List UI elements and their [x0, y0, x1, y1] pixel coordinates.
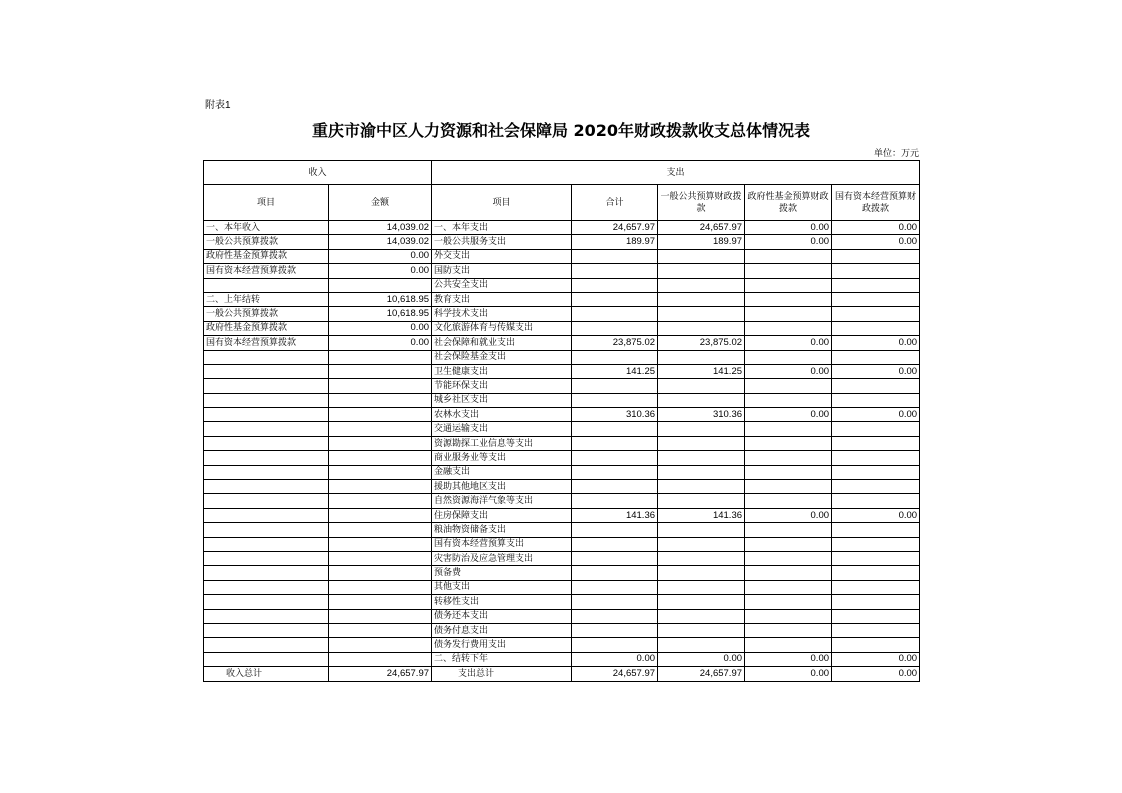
income-item-cell: 政府性基金预算拨款: [204, 321, 329, 335]
expense-item-cell: 金融支出: [432, 465, 572, 479]
expense-total-cell: [572, 321, 658, 335]
col-header-amount: 金额: [329, 185, 432, 221]
general-budget-cell: 141.36: [658, 508, 745, 522]
income-amount-cell: [329, 652, 432, 666]
income-amount-cell: [329, 551, 432, 565]
income-amount-cell: [329, 436, 432, 450]
state-capital-cell: 0.00: [832, 508, 920, 522]
general-budget-cell: [658, 264, 745, 278]
state-capital-cell: [832, 537, 920, 551]
state-capital-cell: [832, 638, 920, 652]
income-amount-cell: [329, 350, 432, 364]
expense-item-cell: 资源勘探工业信息等支出: [432, 436, 572, 450]
income-total-amount: 24,657.97: [329, 667, 432, 681]
gov-fund-cell: [745, 436, 832, 450]
general-budget-cell: [658, 321, 745, 335]
income-item-cell: [204, 408, 329, 422]
state-capital-cell: [832, 451, 920, 465]
state-capital-cell: [832, 393, 920, 407]
expense-item-cell: 科学技术支出: [432, 307, 572, 321]
general-budget-cell: [658, 551, 745, 565]
col-header-state-capital: 国有资本经营预算财政拨款: [832, 185, 920, 221]
expense-section-header: 支出: [432, 161, 920, 185]
gov-fund-cell: [745, 523, 832, 537]
expense-total-cell: [572, 523, 658, 537]
gov-fund-cell: [745, 422, 832, 436]
expense-total-cell: [572, 393, 658, 407]
general-budget-cell: [658, 292, 745, 306]
expense-total-cell: [572, 566, 658, 580]
table-row: [204, 623, 920, 637]
table-row: [204, 465, 920, 479]
general-budget-cell: 23,875.02: [658, 336, 745, 350]
income-amount-cell: 0.00: [329, 264, 432, 278]
income-amount-cell: 10,618.95: [329, 307, 432, 321]
income-item-cell: 国有资本经营预算拨款: [204, 264, 329, 278]
income-amount-cell: [329, 623, 432, 637]
gov-fund-cell: 0.00: [745, 221, 832, 235]
income-item-cell: 一、本年收入: [204, 221, 329, 235]
gov-fund-cell: [745, 609, 832, 623]
table-row: [204, 336, 920, 350]
gov-fund-cell: [745, 480, 832, 494]
expense-total-cell: [572, 379, 658, 393]
table-row: [204, 278, 920, 292]
state-capital-cell: [832, 436, 920, 450]
income-item-cell: [204, 278, 329, 292]
state-capital-cell: [832, 494, 920, 508]
expense-item-cell: 教育支出: [432, 292, 572, 306]
gov-fund-cell: [745, 551, 832, 565]
expense-total-cell: [572, 451, 658, 465]
income-item-cell: [204, 537, 329, 551]
table-row: [204, 235, 920, 249]
table-row: [204, 595, 920, 609]
income-item-cell: 政府性基金预算拨款: [204, 249, 329, 263]
expense-total-cell: [572, 595, 658, 609]
table-row: [204, 321, 920, 335]
expense-item-cell: 转移性支出: [432, 595, 572, 609]
income-item-cell: [204, 595, 329, 609]
expense-total-sum: 24,657.97: [572, 667, 658, 681]
expense-total-cell: [572, 436, 658, 450]
budget-table: [203, 160, 920, 682]
income-amount-cell: [329, 364, 432, 378]
income-item-cell: [204, 508, 329, 522]
gov-fund-cell: 0.00: [745, 235, 832, 249]
state-capital-cell: [832, 307, 920, 321]
table-row: [204, 264, 920, 278]
expense-item-cell: 文化旅游体育与传媒支出: [432, 321, 572, 335]
income-amount-cell: [329, 523, 432, 537]
income-item-cell: [204, 436, 329, 450]
expense-item-cell: 外交支出: [432, 249, 572, 263]
state-capital-cell: 0.00: [832, 364, 920, 378]
income-item-cell: [204, 422, 329, 436]
income-amount-cell: [329, 537, 432, 551]
state-capital-cell: 0.00: [832, 652, 920, 666]
expense-item-cell: 援助其他地区支出: [432, 480, 572, 494]
general-budget-cell: [658, 278, 745, 292]
income-item-cell: [204, 465, 329, 479]
state-capital-cell: [832, 278, 920, 292]
income-item-cell: [204, 480, 329, 494]
expense-item-cell: 灾害防治及应急管理支出: [432, 551, 572, 565]
income-amount-cell: 14,039.02: [329, 235, 432, 249]
general-budget-cell: 189.97: [658, 235, 745, 249]
gov-fund-total: 0.00: [745, 667, 832, 681]
income-item-cell: 二、上年结转: [204, 292, 329, 306]
expense-item-cell: 国有资本经营预算支出: [432, 537, 572, 551]
table-row: [204, 364, 920, 378]
income-item-cell: 一般公共预算拨款: [204, 235, 329, 249]
gov-fund-cell: [745, 465, 832, 479]
state-capital-cell: [832, 292, 920, 306]
expense-item-cell: 粮油物资储备支出: [432, 523, 572, 537]
expense-total-cell: [572, 465, 658, 479]
table-row: [204, 609, 920, 623]
gov-fund-cell: [745, 321, 832, 335]
expense-total-cell: 141.36: [572, 508, 658, 522]
income-item-cell: [204, 364, 329, 378]
state-capital-cell: [832, 580, 920, 594]
state-capital-cell: [832, 480, 920, 494]
expense-item-cell: 商业服务业等支出: [432, 451, 572, 465]
general-budget-cell: [658, 537, 745, 551]
table-row: [204, 422, 920, 436]
gov-fund-cell: [745, 249, 832, 263]
state-capital-cell: [832, 523, 920, 537]
state-capital-cell: 0.00: [832, 235, 920, 249]
income-item-cell: [204, 451, 329, 465]
table-row: [204, 480, 920, 494]
expense-total-cell: 310.36: [572, 408, 658, 422]
table-row: [204, 379, 920, 393]
general-budget-cell: 24,657.97: [658, 221, 745, 235]
header-row-sections: [204, 161, 920, 185]
state-capital-cell: [832, 566, 920, 580]
table-row: [204, 249, 920, 263]
general-budget-cell: [658, 465, 745, 479]
general-budget-total: 24,657.97: [658, 667, 745, 681]
gov-fund-cell: [745, 494, 832, 508]
table-row: [204, 523, 920, 537]
table-row: [204, 436, 920, 450]
gov-fund-cell: [745, 350, 832, 364]
expense-total-cell: [572, 249, 658, 263]
income-amount-cell: [329, 566, 432, 580]
income-amount-cell: [329, 638, 432, 652]
income-item-cell: [204, 566, 329, 580]
gov-fund-cell: [745, 393, 832, 407]
gov-fund-cell: [745, 264, 832, 278]
income-item-cell: [204, 609, 329, 623]
expense-total-cell: [572, 480, 658, 494]
expense-item-cell: 二、结转下年: [432, 652, 572, 666]
gov-fund-cell: 0.00: [745, 652, 832, 666]
expense-item-cell: 自然资源海洋气象等支出: [432, 494, 572, 508]
gov-fund-cell: [745, 595, 832, 609]
income-amount-cell: 0.00: [329, 321, 432, 335]
expense-total-cell: [572, 350, 658, 364]
expense-total-cell: [572, 264, 658, 278]
header-row-columns: [204, 185, 920, 221]
general-budget-cell: [658, 436, 745, 450]
income-amount-cell: [329, 379, 432, 393]
income-amount-cell: [329, 278, 432, 292]
expense-total-cell: 141.25: [572, 364, 658, 378]
income-amount-cell: 14,039.02: [329, 221, 432, 235]
income-item-cell: [204, 523, 329, 537]
expense-total-cell: [572, 580, 658, 594]
general-budget-cell: [658, 638, 745, 652]
income-amount-cell: [329, 408, 432, 422]
state-capital-cell: [832, 350, 920, 364]
general-budget-cell: [658, 350, 745, 364]
expense-item-cell: 一般公共服务支出: [432, 235, 572, 249]
table-row: [204, 221, 920, 235]
table-row: [204, 551, 920, 565]
general-budget-cell: 310.36: [658, 408, 745, 422]
state-capital-cell: [832, 249, 920, 263]
expense-item-cell: 住房保障支出: [432, 508, 572, 522]
expense-item-cell: 交通运输支出: [432, 422, 572, 436]
expense-item-cell: 社会保险基金支出: [432, 350, 572, 364]
state-capital-cell: 0.00: [832, 336, 920, 350]
gov-fund-cell: [745, 638, 832, 652]
income-item-cell: 国有资本经营预算拨款: [204, 336, 329, 350]
col-header-gov-fund: 政府性基金预算财政拨款: [745, 185, 832, 221]
expense-total-cell: [572, 638, 658, 652]
income-item-cell: [204, 379, 329, 393]
general-budget-cell: [658, 595, 745, 609]
gov-fund-cell: [745, 580, 832, 594]
state-capital-cell: [832, 551, 920, 565]
gov-fund-cell: [745, 278, 832, 292]
expense-item-cell: 债务发行费用支出: [432, 638, 572, 652]
income-item-cell: [204, 623, 329, 637]
state-capital-cell: [832, 264, 920, 278]
table-row: [204, 652, 920, 666]
state-capital-cell: [832, 422, 920, 436]
expense-total-cell: [572, 537, 658, 551]
income-section-header: 收入: [204, 161, 432, 185]
page-title: 重庆市渝中区人力资源和社会保障局 2020年财政拨款收支总体情况表: [311, 121, 811, 140]
general-budget-cell: [658, 249, 745, 263]
expense-item-cell: 公共安全支出: [432, 278, 572, 292]
attachment-label: 附表1: [205, 100, 231, 111]
expense-total-cell: 189.97: [572, 235, 658, 249]
state-capital-cell: [832, 379, 920, 393]
state-capital-cell: [832, 595, 920, 609]
income-amount-cell: [329, 508, 432, 522]
expense-item-cell: 国防支出: [432, 264, 572, 278]
table-row: [204, 393, 920, 407]
col-header-income-item: 项目: [204, 185, 329, 221]
col-header-general-budget: 一般公共预算财政拨款: [658, 185, 745, 221]
expense-total-cell: 0.00: [572, 652, 658, 666]
gov-fund-cell: 0.00: [745, 508, 832, 522]
general-budget-cell: [658, 393, 745, 407]
general-budget-cell: [658, 480, 745, 494]
expense-total-cell: [572, 278, 658, 292]
expense-total-cell: [572, 307, 658, 321]
col-header-expense-item: 项目: [432, 185, 572, 221]
income-item-cell: [204, 350, 329, 364]
expense-item-cell: 预备费: [432, 566, 572, 580]
expense-total-cell: [572, 422, 658, 436]
gov-fund-cell: 0.00: [745, 336, 832, 350]
income-amount-cell: 10,618.95: [329, 292, 432, 306]
state-capital-cell: [832, 321, 920, 335]
gov-fund-cell: [745, 623, 832, 637]
gov-fund-cell: 0.00: [745, 408, 832, 422]
income-amount-cell: [329, 480, 432, 494]
gov-fund-cell: [745, 537, 832, 551]
general-budget-cell: 141.25: [658, 364, 745, 378]
income-amount-cell: 0.00: [329, 249, 432, 263]
expense-total-label: 支出总计: [432, 667, 572, 681]
income-amount-cell: [329, 609, 432, 623]
general-budget-cell: [658, 494, 745, 508]
general-budget-cell: [658, 609, 745, 623]
income-amount-cell: [329, 465, 432, 479]
expense-total-cell: [572, 292, 658, 306]
general-budget-cell: [658, 379, 745, 393]
expense-item-cell: 社会保障和就业支出: [432, 336, 572, 350]
gov-fund-cell: [745, 307, 832, 321]
general-budget-cell: 0.00: [658, 652, 745, 666]
general-budget-cell: [658, 307, 745, 321]
table-row: [204, 408, 920, 422]
table-row: [204, 580, 920, 594]
state-capital-cell: [832, 465, 920, 479]
income-item-cell: [204, 652, 329, 666]
table-row: [204, 508, 920, 522]
expense-item-cell: 城乡社区支出: [432, 393, 572, 407]
income-amount-cell: 0.00: [329, 336, 432, 350]
table-row: [204, 537, 920, 551]
gov-fund-cell: [745, 292, 832, 306]
state-capital-cell: [832, 623, 920, 637]
expense-item-cell: 其他支出: [432, 580, 572, 594]
expense-total-cell: [572, 551, 658, 565]
income-item-cell: 一般公共预算拨款: [204, 307, 329, 321]
state-capital-cell: 0.00: [832, 408, 920, 422]
table-row: [204, 451, 920, 465]
income-amount-cell: [329, 393, 432, 407]
gov-fund-cell: [745, 451, 832, 465]
expense-item-cell: 节能环保支出: [432, 379, 572, 393]
general-budget-cell: [658, 566, 745, 580]
expense-total-cell: [572, 609, 658, 623]
expense-total-cell: [572, 623, 658, 637]
totals-row: [204, 667, 920, 681]
expense-item-cell: 债务付息支出: [432, 623, 572, 637]
income-item-cell: [204, 551, 329, 565]
income-amount-cell: [329, 422, 432, 436]
general-budget-cell: [658, 523, 745, 537]
general-budget-cell: [658, 623, 745, 637]
general-budget-cell: [658, 422, 745, 436]
expense-total-cell: 23,875.02: [572, 336, 658, 350]
col-header-total: 合计: [572, 185, 658, 221]
expense-total-cell: [572, 494, 658, 508]
income-amount-cell: [329, 595, 432, 609]
income-item-cell: [204, 638, 329, 652]
gov-fund-cell: [745, 379, 832, 393]
state-capital-total: 0.00: [832, 667, 920, 681]
expense-item-cell: 农林水支出: [432, 408, 572, 422]
state-capital-cell: [832, 609, 920, 623]
table-row: [204, 307, 920, 321]
table-row: [204, 638, 920, 652]
income-item-cell: [204, 393, 329, 407]
expense-total-cell: 24,657.97: [572, 221, 658, 235]
unit-label: 单位：万元: [873, 149, 919, 159]
income-amount-cell: [329, 580, 432, 594]
gov-fund-cell: 0.00: [745, 364, 832, 378]
expense-item-cell: 卫生健康支出: [432, 364, 572, 378]
expense-item-cell: 一、本年支出: [432, 221, 572, 235]
table-row: [204, 566, 920, 580]
income-amount-cell: [329, 494, 432, 508]
table-row: [204, 350, 920, 364]
general-budget-cell: [658, 451, 745, 465]
income-item-cell: [204, 494, 329, 508]
income-amount-cell: [329, 451, 432, 465]
expense-item-cell: 债务还本支出: [432, 609, 572, 623]
general-budget-cell: [658, 580, 745, 594]
table-row: [204, 292, 920, 306]
table-row: [204, 494, 920, 508]
state-capital-cell: 0.00: [832, 221, 920, 235]
income-item-cell: [204, 580, 329, 594]
income-total-label: 收入总计: [204, 667, 329, 681]
gov-fund-cell: [745, 566, 832, 580]
